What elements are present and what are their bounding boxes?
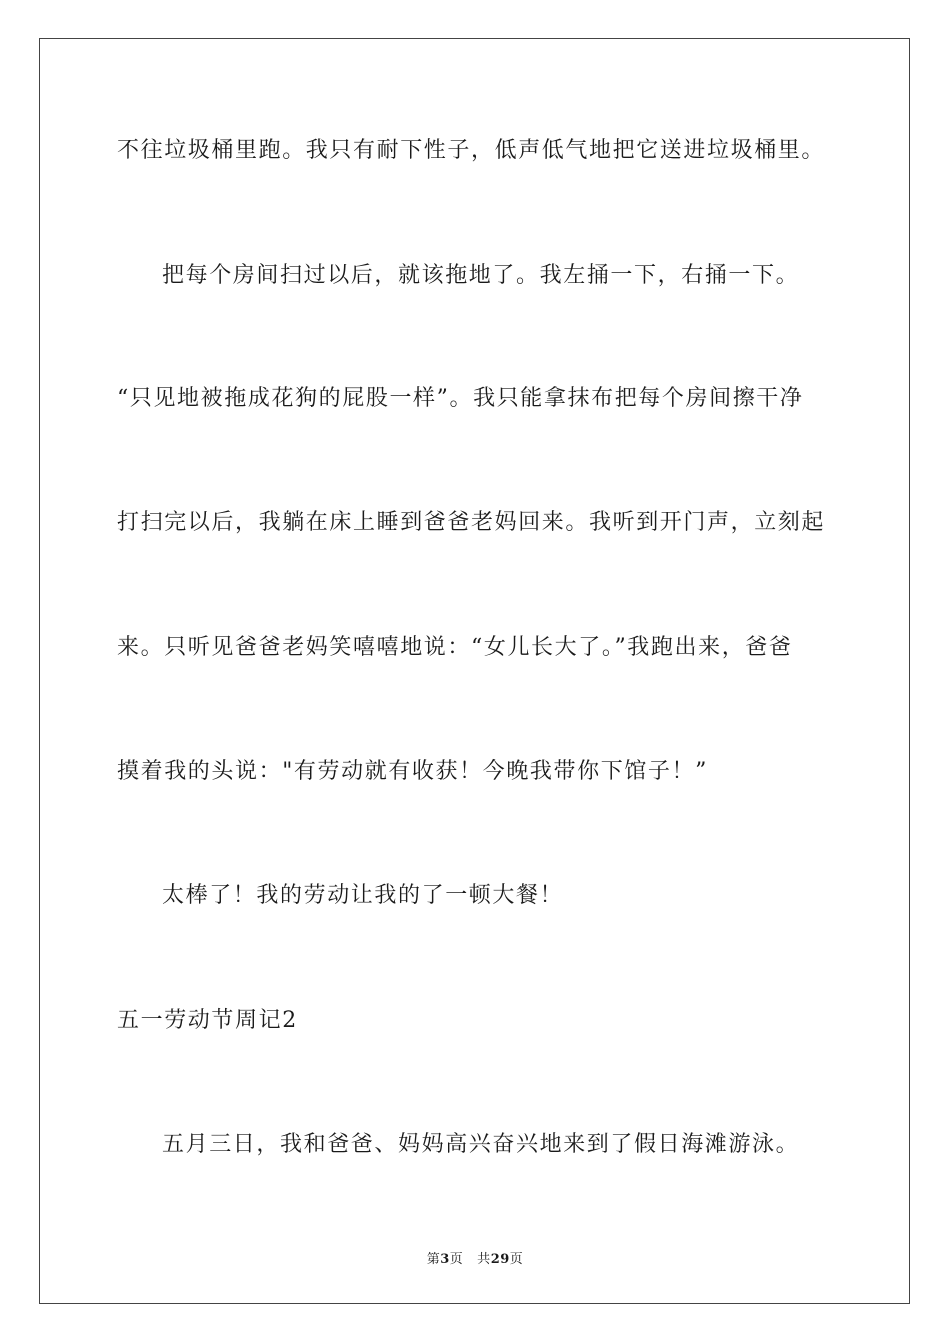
current-page-number: 3 [440,1252,450,1267]
paragraph-line: 摸着我的头说："有劳动就有收获！今晚我带你下馆子！” [117,759,708,784]
total-unit: 页 [509,1252,524,1267]
paragraph-line: “只见地被拖成花狗的屁股一样”。我只能拿抹布把每个房间擦干净 [117,386,804,411]
page-unit: 页 [449,1252,464,1267]
paragraph-line: 太棒了！我的劳动让我的了一顿大餐！ [162,883,564,908]
paragraph-line: 不往垃圾桶里跑。我只有耐下性子，低声低气地把它送进垃圾桶里。 [117,138,826,163]
page-prefix: 第 [426,1252,441,1267]
page-footer [0,1248,950,1267]
page-frame [39,38,910,1304]
total-page-count: 29 [490,1252,510,1267]
paragraph-line: 来。只听见爸爸老妈笑嘻嘻地说：“女儿长大了。”我跑出来，爸爸 [117,635,793,660]
paragraph-line: 把每个房间扫过以后，就该拖地了。我左捅一下，右捅一下。 [162,263,800,288]
total-prefix: 共 [477,1252,491,1267]
section-heading: 五一劳动节周记2 [117,1008,298,1033]
paragraph-line: 五月三日，我和爸爸、妈妈高兴奋兴地来到了假日海滩游泳。 [162,1132,800,1157]
paragraph-line: 打扫完以后，我躺在床上睡到爸爸老妈回来。我听到开门声，立刻起 [117,510,826,535]
